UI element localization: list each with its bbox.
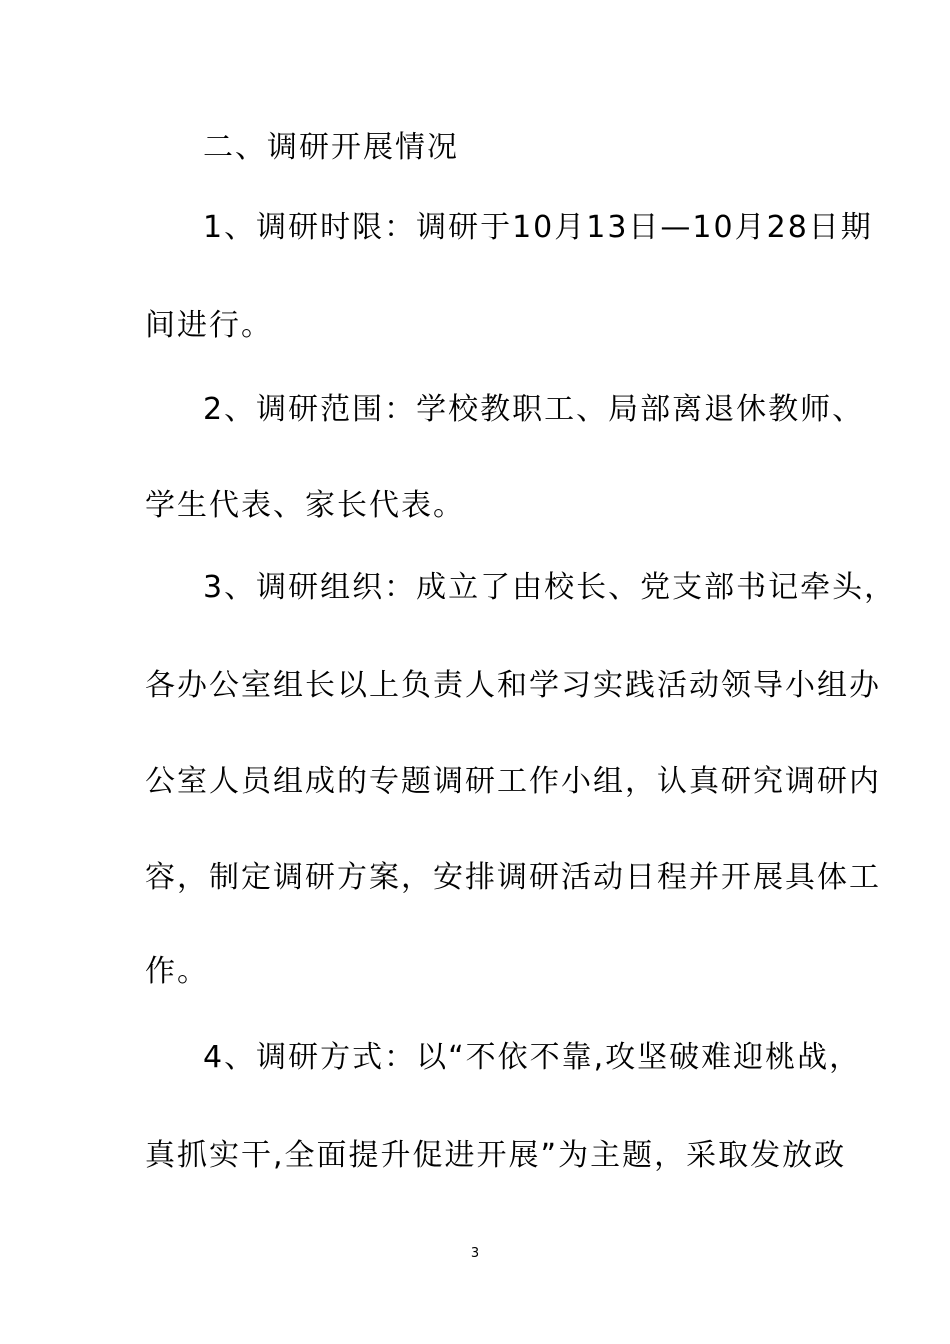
paragraph-line: 真抓实干,全面提升促进开展”为主题，采取发放政: [145, 1138, 847, 1173]
paragraph-line: 3、调研组织：成立了由校长、党支部书记牵头，: [203, 570, 897, 605]
paragraph-line: 2、调研范围：学校教职工、局部离退休教师、: [203, 392, 865, 427]
section-heading: 二、调研开展情况: [203, 130, 459, 165]
paragraph-line: 公室人员组成的专题调研工作小组，认真研究调研内: [145, 764, 881, 799]
paragraph-line: 1、调研时限：调研于10月13日—10月28日期: [203, 210, 873, 245]
page-number: 3: [470, 1246, 480, 1261]
paragraph-line: 容，制定调研方案，安排调研活动日程并开展具体工: [145, 860, 881, 895]
paragraph-line: 作。: [145, 954, 209, 989]
paragraph-line: 间进行。: [145, 308, 273, 343]
paragraph-line: 学生代表、家长代表。: [145, 488, 465, 523]
paragraph-line: 4、调研方式：以“不依不靠,攻坚破难迎桃战，: [203, 1040, 862, 1075]
paragraph-line: 各办公室组长以上负责人和学习实践活动领导小组办: [145, 668, 881, 703]
